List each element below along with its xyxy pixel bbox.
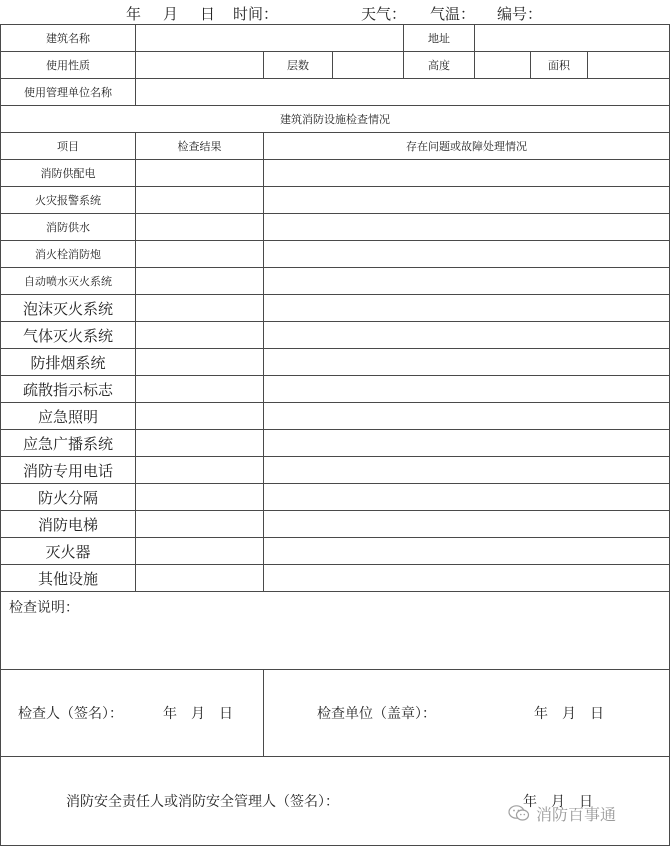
inspection-unit-seal-label: 检查单位（盖章）： bbox=[317, 706, 436, 722]
item-label: 消防电梯 bbox=[37, 515, 98, 534]
area-field[interactable] bbox=[588, 52, 669, 78]
header-temperature: 气温： bbox=[430, 5, 476, 23]
watermark bbox=[508, 801, 616, 825]
column-header-result: 检查结果 bbox=[177, 140, 222, 153]
inspector-signature-label: 检查人（签名）： bbox=[18, 706, 123, 722]
height-label: 高度 bbox=[428, 59, 450, 72]
header-weather: 天气： bbox=[361, 5, 407, 23]
item-label: 自动喷水灭火系统 bbox=[24, 275, 112, 288]
table-rule bbox=[135, 132, 136, 591]
inspector-date: 年 月 日 bbox=[163, 706, 233, 722]
table-rule bbox=[263, 669, 264, 756]
responsible-person-signature-label: 消防安全责任人或消防安全管理人（签名）： bbox=[66, 794, 339, 810]
table-rule bbox=[0, 591, 670, 592]
column-header-item: 项目 bbox=[57, 140, 79, 153]
item-label: 消防专用电话 bbox=[22, 461, 113, 480]
responsible-person-date: 年 月 日 bbox=[523, 794, 593, 810]
item-label: 应急广播系统 bbox=[22, 434, 113, 453]
header-year: 年 bbox=[126, 5, 142, 23]
header-number: 编号： bbox=[497, 5, 543, 23]
item-label: 疏散指示标志 bbox=[22, 380, 113, 399]
table-rule bbox=[263, 132, 264, 591]
item-label: 消火栓消防炮 bbox=[35, 248, 101, 261]
manager-field[interactable] bbox=[136, 79, 669, 105]
building-name-label: 建筑名称 bbox=[46, 32, 90, 45]
floors-field[interactable] bbox=[333, 52, 403, 78]
item-label: 消防供水 bbox=[46, 221, 90, 234]
item-label: 火灾报警系统 bbox=[35, 194, 101, 207]
height-field[interactable] bbox=[475, 52, 530, 78]
item-label: 泡沫灭火系统 bbox=[22, 299, 113, 318]
notes-label: 检查说明： bbox=[9, 600, 79, 616]
item-label: 应急照明 bbox=[37, 407, 98, 426]
item-label: 其他设施 bbox=[37, 569, 98, 588]
item-label: 防火分隔 bbox=[37, 488, 98, 507]
header-time: 时间： bbox=[233, 5, 279, 23]
header-day: 日 bbox=[200, 5, 216, 23]
column-header-issues: 存在问题或故障处理情况 bbox=[406, 140, 527, 153]
inspection-unit-date: 年 月 日 bbox=[534, 706, 604, 722]
section-title: 建筑消防设施检查情况 bbox=[280, 113, 390, 126]
wechat-icon bbox=[508, 804, 530, 822]
item-label: 灭火器 bbox=[45, 542, 91, 561]
manager-label: 使用管理单位名称 bbox=[24, 86, 112, 99]
floors-label: 层数 bbox=[287, 59, 309, 72]
building-name-field[interactable] bbox=[136, 25, 403, 51]
header-month: 月 bbox=[163, 5, 179, 23]
address-field[interactable] bbox=[475, 25, 669, 51]
usage-field[interactable] bbox=[136, 52, 263, 78]
item-label: 气体灭火系统 bbox=[22, 326, 113, 345]
address-label: 地址 bbox=[428, 32, 450, 45]
item-label: 消防供配电 bbox=[40, 167, 96, 180]
usage-label: 使用性质 bbox=[46, 59, 90, 72]
table-rule bbox=[0, 756, 670, 757]
item-label: 防排烟系统 bbox=[30, 353, 106, 372]
watermark-text: 消防百事通 bbox=[536, 804, 617, 824]
table-rule bbox=[0, 669, 670, 670]
area-label: 面积 bbox=[548, 59, 570, 72]
